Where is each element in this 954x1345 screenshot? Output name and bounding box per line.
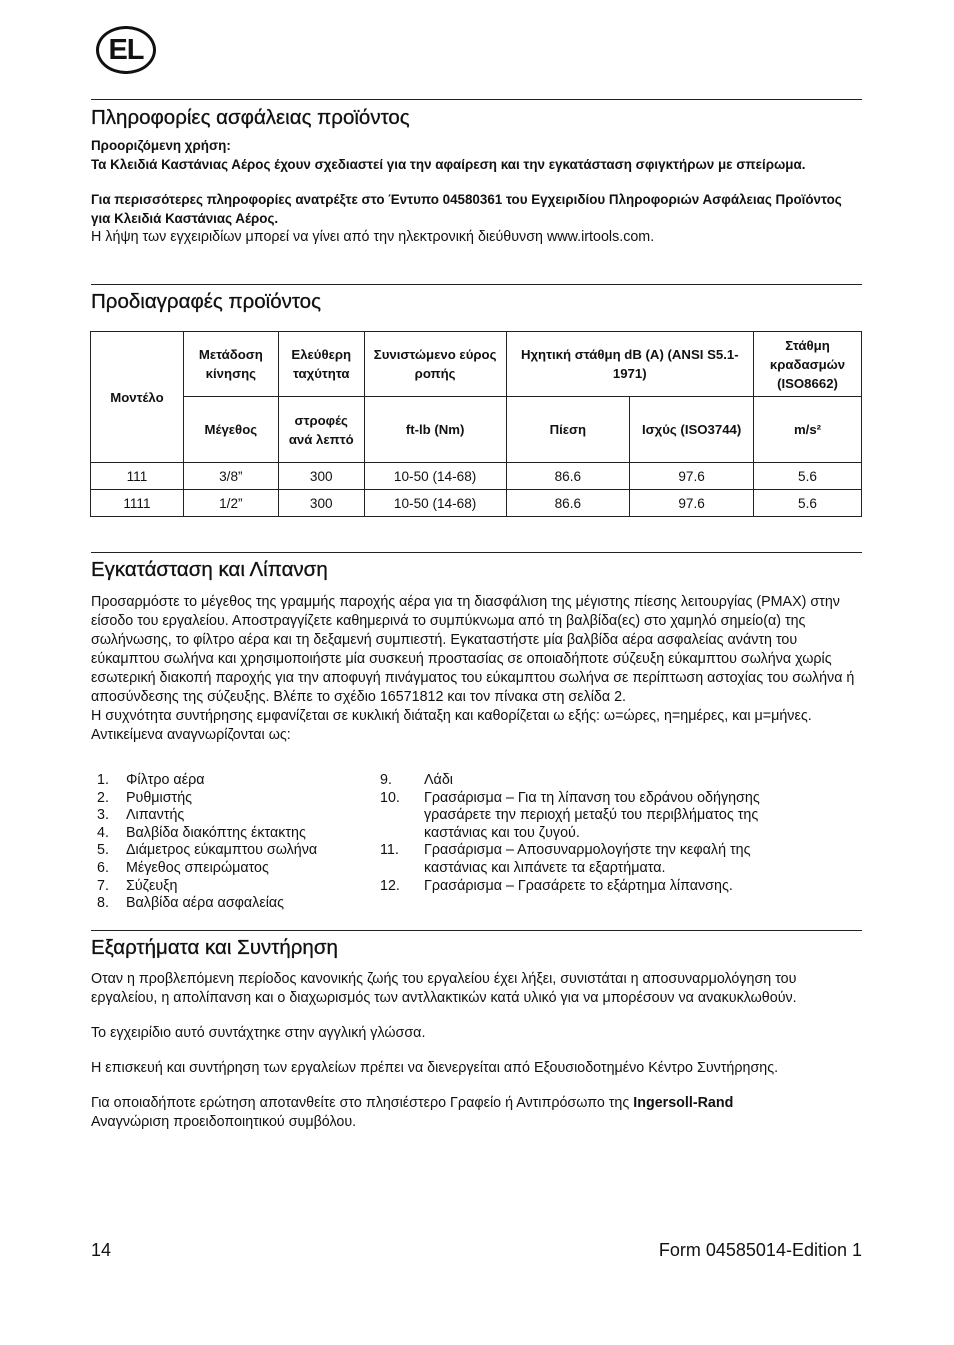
- cell-power: 97.6: [630, 463, 754, 490]
- list-item: 10. Γρασάρισμα – Για τη λίπανση του εδράνου οδήγησης γρασάρετε την περιοχή μεταξύ του περιβλήματος της καστάνιας και του ζυγού.: [380, 789, 760, 841]
- cell-vibration: 5.6: [754, 463, 862, 490]
- header-rpm: στροφές ανά λεπτό: [278, 397, 364, 463]
- install-paragraph-1: Προσαρμόστε το μέγεθος της γραμμής παροχής αέρα για τη διασφάλιση της μέγιστης πίεσης λειτουργίας (PMAX) στην είσοδο του εργαλείου. Αποστραγγίζετε καθημερινά το συμπύκνωμα από τη βαλβίδα(ες) στο χαμηλό σημείο(α) της σωλήνωσης, το φίλτρο αέρα και τη δεξαμενή συμπιεστή. Εγκαταστήστε μία βαλβίδα αέρα ασφαλείας ανάντη του εύκαμπτου σωλήνα και χρησιμοποιήστε μία συσκευή προστασίας σε οποιαδήποτε σύζευξη εύκαμπτου σωλήνα χωρίς εσωτερική διακοπή παροχής για την αποφυγή πινάγματος του εύκαμπτου σωλήνα σε περίπτωση αστοχίας του σωλήνα ή αποσύνδεσης της σύζευξης. Βλέπε το σχέδιο 16571812 και τον πίνακα στη σελίδα 2.: [91, 594, 855, 705]
- language-badge: EL: [96, 26, 156, 74]
- specs-title: Προδιαγραφές προϊόντος: [91, 290, 321, 313]
- header-vibration: Στάθμη κραδασμών (ISO8662): [754, 332, 862, 397]
- header-torque-unit: ft-lb (Nm): [364, 397, 506, 463]
- install-list-left: [97, 772, 367, 913]
- list-item: 2. Ρυθμιστής: [97, 789, 193, 806]
- parts-paragraph-2: Το εγχειρίδιο αυτό συντάχτηκε στην αγγλική γλώσσα.: [91, 1025, 426, 1041]
- install-body: [91, 593, 862, 745]
- intended-use-label: Προοριζόμενη χρήση:: [91, 138, 231, 153]
- cell-pressure: 86.6: [506, 490, 630, 517]
- install-section: [91, 552, 862, 582]
- list-item: 1. Φίλτρο αέρα: [97, 772, 205, 788]
- header-torque: Συνιστώμενο εύρος ροπής: [364, 332, 506, 397]
- install-paragraph-2: Η συχνότητα συντήρησης εμφανίζεται σε κυκλική διάταξη και καθορίζεται ω εξής: ω=ώρες, η=ημέρες, και μ=μήνες. Αντικείμενα αναγνωρίζονται ως:: [91, 708, 812, 743]
- parts-paragraph-3: Η επισκευή και συντήρηση των εργαλείων πρέπει να διενεργείται από Εξουσιοδοτημένο Κέντρο Συντήρησης.: [91, 1060, 779, 1076]
- list-item: 7. Σύζευξη: [97, 877, 178, 894]
- parts-paragraph-4: Για οποιαδήποτε ερώτηση αποτανθείτε στο πλησιέστερο Γραφείο ή Αντιπρόσωπο της Ingersoll-Rand Αναγνώριση προειδοποιητικού συμβόλου.: [91, 1095, 734, 1130]
- cell-drive: 1/2”: [183, 490, 278, 517]
- safety-title: Πληροφορίες ασφάλειας προϊόντος: [91, 106, 410, 129]
- parts-body: [91, 970, 862, 1132]
- header-pressure: Πίεση: [506, 397, 630, 463]
- cell-drive: 3/8”: [183, 463, 278, 490]
- intended-use-text: Τα Κλειδιά Καστάνιας Αέρος έχουν σχεδιαστεί για την αφαίρεση και την εγκατάσταση σφιγκτήρων με σπείρωμα.: [91, 157, 806, 172]
- table-row: [91, 463, 862, 490]
- parts-paragraph-1: Οταν η προβλεπόμενη περίοδος κανονικής ζωής του εργαλείου έχει λήξει, συνιστάται η αποσυναρμολόγηση του εργαλείου, η απολίπανση και ο διαχωρισμός των αντλλακτικών κατά υλικό για να μπορέσουν να ανακυκλωθούν.: [91, 971, 797, 1006]
- cell-model: 111: [91, 463, 184, 490]
- header-free-speed: Ελεύθερη ταχύτητα: [278, 332, 364, 397]
- parts-title: Εξαρτήματα και Συντήρηση: [91, 936, 338, 959]
- specs-section: [91, 284, 862, 314]
- list-item: 5. Διάμετρος εύκαμπτου σωλήνα: [97, 842, 318, 859]
- table-row: [91, 490, 862, 517]
- cell-model: 1111: [91, 490, 184, 517]
- cell-torque: 10-50 (14-68): [364, 490, 506, 517]
- form-number: Form 04585014-Edition 1: [658, 1240, 862, 1260]
- safety-section: [91, 99, 862, 130]
- cell-torque: 10-50 (14-68): [364, 463, 506, 490]
- list-item: 9. Λάδι: [380, 772, 453, 788]
- header-drive: Μετάδοση κίνησης: [183, 332, 278, 397]
- cell-power: 97.6: [630, 490, 754, 517]
- list-item: 3. Λιπαντής: [97, 807, 185, 824]
- header-power: Ισχύς (ISO3744): [630, 397, 754, 463]
- brand-name: Ingersoll-Rand: [633, 1095, 734, 1111]
- header-vib-unit: m/s²: [754, 397, 862, 463]
- list-item: 12. Γρασάρισμα – Γρασάρετε το εξάρτημα λίπανσης.: [380, 877, 733, 894]
- header-sound: Ηχητική στάθμη dB (A) (ANSI S5.1-1971): [506, 332, 754, 397]
- list-item: 11. Γρασάρισμα – Αποσυναρμολογήστε την κεφαλή της καστάνιας και λιπάνετε τα εξαρτήματα.: [380, 842, 751, 876]
- spec-table: [90, 331, 862, 517]
- list-item: 8. Βαλβίδα αέρα ασφαλείας: [97, 895, 285, 912]
- header-model: Μοντέλο: [91, 332, 184, 463]
- list-item: 6. Μέγεθος σπειρώματος: [97, 859, 269, 876]
- cell-vibration: 5.6: [754, 490, 862, 517]
- header-size: Μέγεθος: [183, 397, 278, 463]
- safety-body: [91, 136, 862, 247]
- more-info-text: Για περισσότερες πληροφορίες ανατρέξτε στο Έντυπο 04580361 του Εγχειριδίου Πληροφοριών Ασφάλειας Προϊόντος για Κλειδιά Καστάνιας Αέρος.: [91, 192, 842, 226]
- cell-speed: 300: [278, 490, 364, 517]
- cell-speed: 300: [278, 463, 364, 490]
- download-text: Η λήψη των εγχειριδίων μπορεί να γίνει από την ηλεκτρονική διεύθυνση www.irtools.com.: [91, 229, 655, 245]
- install-title: Εγκατάσταση και Λίπανση: [91, 558, 328, 581]
- cell-pressure: 86.6: [506, 463, 630, 490]
- parts-section: [91, 930, 862, 960]
- page-number: 14: [91, 1240, 112, 1260]
- list-item: 4. Βαλβίδα διακόπτης έκτακτης: [97, 824, 306, 841]
- install-list-right: [380, 772, 820, 895]
